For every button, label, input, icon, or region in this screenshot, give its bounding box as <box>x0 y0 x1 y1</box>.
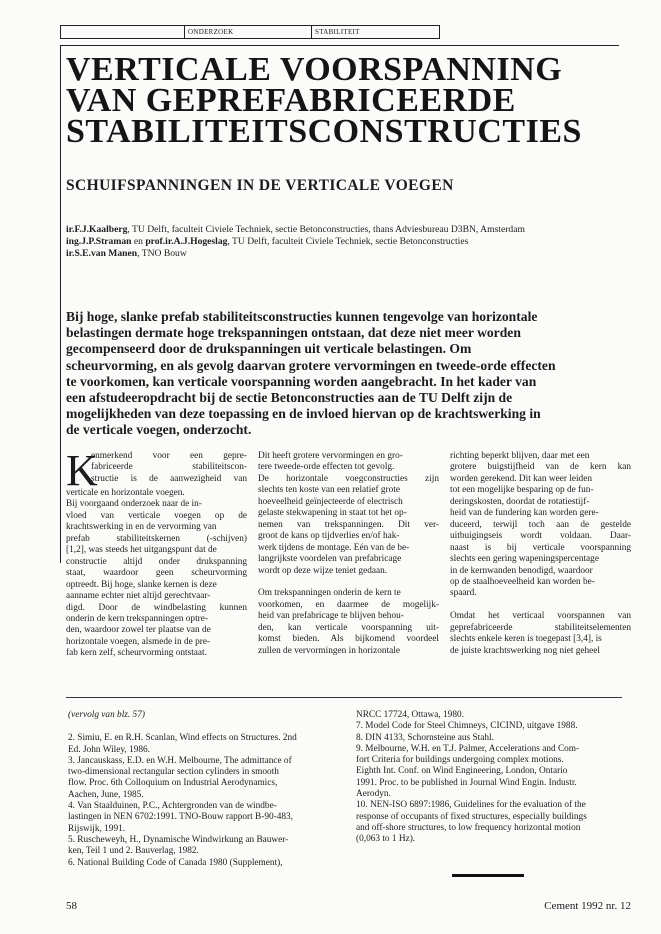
body-line: aanname echter niet altijd gerechtvaar- <box>66 591 211 602</box>
end-bar <box>452 874 524 877</box>
reference-line: 5. Ruscheweyh, H., Dynamische Windwirkung an Bauwer- <box>68 834 289 845</box>
reference-line: (0,063 to 1 Hz). <box>356 834 416 845</box>
reference-line: Eighth Int. Conf. on Wind Engineering, London, Ontario <box>356 766 568 777</box>
reference-line: ken, Teil 1 und 2. Bauverlag, 1982. <box>68 846 199 857</box>
body-line: wordt op deze wijze teniet gedaan. <box>258 565 388 576</box>
body-line: deringskosten, doordat de rotatiestijf- <box>450 496 590 507</box>
body-line: naast is bij verticale voorspanning <box>450 542 631 553</box>
reference-line: 3. Jancauskass, E.D. en W.H. Melbourne, The admittance of <box>68 755 292 766</box>
references-right <box>356 710 622 846</box>
author-affiliation: , TU Delft, faculteit Civiele Techniek, sectie Betonconstructies <box>227 236 469 247</box>
title-line: VERTICALE VOORSPANNING <box>66 51 563 88</box>
lead-line: gecompenseerd door de drukspanningen uit verticale belastingen. Om <box>66 341 472 357</box>
reference-line: 10. NEN-ISO 6897:1986, Guidelines for the evaluation of the <box>356 800 586 811</box>
lead-line: mogelijkheden van deze toepassing en de invloed hiervan op de krachtswerking in <box>66 406 541 422</box>
body-line: voorkomen, en daarmee de mogelijk- <box>258 599 439 610</box>
author-line <box>66 224 622 236</box>
lead-line: de verticale voegen, onderzocht. <box>66 422 252 438</box>
reference-line: lastingen in NEN 6702:1991. TNO-Bouw rapport B-90-483, <box>68 812 293 823</box>
title-line: VAN GEPREFABRICEERDE <box>66 82 516 119</box>
body-line: enmerkend voor een gepre- <box>91 451 247 461</box>
body-line: gelaste stekwapening in staat tot het op- <box>258 508 407 519</box>
body-line: constructie altijd onder drukspanning <box>66 556 247 567</box>
body-line: geprefabriceerde stabiliteitselementen <box>450 622 631 633</box>
body-line: onderin de kern trekspanningen optre- <box>66 613 208 624</box>
reference-line: two-dimensional rectangular section cylinders in smooth <box>68 767 279 778</box>
body-line: horizontale voegen, alsmede in de pre- <box>66 636 211 647</box>
body-line: verticale en horizontale voegen. <box>66 488 185 498</box>
body-column-2 <box>258 451 439 657</box>
body-line: hoeveelheid geïnjecteerde of electrisch <box>258 496 403 507</box>
author-line <box>66 248 622 260</box>
body-line: Bij voorgaand onderzoek naar de in- <box>66 499 202 510</box>
body-line: slechts enkele keren is toegepast [3,4], is <box>450 634 602 645</box>
author-affiliation: , TU Delft, faculteit Civiele Techniek, sectie Betonconstructies, thans Adviesbureau D3BN, Amsterdam <box>127 224 525 235</box>
body-line: duceerd, terwijl toch aan de gestelde <box>450 519 631 530</box>
body-line: den, kan verticale voorspanning uit- <box>258 622 439 633</box>
lead-line: Bij hoge, slanke prefab stabiliteitsconstructies kunnen tengevolge van horizontale <box>66 309 538 324</box>
body-line: komst bieden. Als bijkomend voordeel <box>258 634 439 645</box>
lead-line: belastingen dermate hoge trekspanningen ontstaan, dat deze niet meer worden <box>66 325 521 341</box>
reference-line: 6. National Building Code of Canada 1980 (Supplement), <box>68 857 283 868</box>
reference-line: Ed. John Wiley, 1986. <box>68 744 151 755</box>
references-left <box>68 710 338 869</box>
section-header-bar <box>60 25 440 39</box>
reference-line: 2. Simiu, E. en R.H. Scanlan, Wind effects on Structures. 2nd <box>68 733 297 744</box>
reference-gap <box>68 721 338 733</box>
body-line: spaard. <box>450 588 477 599</box>
reference-line: response of occupants of fixed structures, especially buildings <box>356 811 587 822</box>
body-line: de juiste krachtswerking nog niet geheel <box>450 645 600 656</box>
body-line: slechts ten koste van een relatief grote <box>258 485 400 496</box>
reference-line: 1991. Proc. to be published in Journal Wind Engin. Industr. <box>356 777 577 788</box>
lead-paragraph <box>66 309 622 439</box>
header-tab-onderzoek: ONDERZOEK <box>184 26 311 38</box>
body-line: tere tweede-orde effecten tot gevolg. <box>258 462 395 473</box>
body-line: tot een mogelijke besparing op de fun- <box>450 485 594 496</box>
body-line: optreedt. Bij hoge, slanke kernen is deze <box>66 579 217 590</box>
body-line: den, waardoor zowel ter plaatse van de <box>66 625 211 636</box>
author-name: ir.F.J.Kaalberg <box>66 224 128 235</box>
body-line: in de kernwanden benodigd, waardoor <box>450 565 593 576</box>
body-column-1 <box>66 446 247 660</box>
body-line: digd. Door de windbelasting kunnen <box>66 602 247 613</box>
reference-line: 4. Van Staalduinen, P.C., Achtergronden van de windbe- <box>68 801 277 812</box>
reference-line: Rijswijk, 1991. <box>68 823 126 834</box>
body-line: langrijkste voordelen van prefabricage <box>258 554 402 565</box>
paragraph-gap <box>258 577 439 588</box>
reference-line: 7. Model Code for Steel Chimneys, CICIND, uitgave 1988. <box>356 721 578 732</box>
reference-line: NRCC 17724, Ottawa, 1980. <box>356 710 464 720</box>
body-line: grotere buigstijfheid van de kern kan <box>450 462 631 473</box>
author-conjunction: en <box>131 236 146 247</box>
body-line: prefab stabiliteitskernen (-schijven) <box>66 533 247 544</box>
reference-line: Aerodyn. <box>356 789 391 800</box>
header-tab-stabiliteit: STABILITEIT <box>311 26 439 38</box>
reference-line: fort Criteria for buildings undergoing complex motions. <box>356 755 564 766</box>
reference-line: 9. Melbourne, W.H. en T.J. Palmer, Accelerations and Com- <box>356 743 580 754</box>
body-line: krachtswerking in en de vervorming van <box>66 522 217 533</box>
body-line: Omdat het verticaal voorspannen van <box>450 611 631 622</box>
lead-line: scheurvorming, en als gevolg daarvan grotere vervormingen en tweede-orde effecten <box>66 357 556 373</box>
lead-line: een afstudeeropdracht bij de sectie Betonconstructies aan de TU Delft zijn de <box>66 390 513 406</box>
article-title <box>66 51 616 150</box>
reference-divider <box>66 697 622 698</box>
body-line: groot de kans op tijdverlies en/of hak- <box>258 531 400 542</box>
body-line: De horizontale voegconstructies zijn <box>258 473 439 484</box>
body-line: worden gerekend. Dit kan weer leiden <box>450 473 592 484</box>
author-block <box>66 224 622 260</box>
reference-line: 8. DIN 4133, Schornsteine aus Stahl. <box>356 732 494 743</box>
body-line: slechts een gering wapeningspercentage <box>450 554 599 565</box>
body-column-3 <box>450 451 631 657</box>
body-line: fabriceerde stabiliteitscon- <box>91 462 247 473</box>
drop-cap: K <box>66 446 98 495</box>
title-line: STABILITEITSCONSTRUCTIES <box>66 113 582 150</box>
page-number: 58 <box>66 900 77 912</box>
header-tab-blank <box>61 26 184 38</box>
body-line: zullen de vervormingen in horizontale <box>258 645 400 656</box>
body-line: staat, waardoor geen scheurvorming <box>66 568 247 579</box>
reference-line: and off-shore structures, to low frequency horizontal motion <box>356 822 581 833</box>
body-line: vloed van verticale voegen op de <box>66 510 247 521</box>
author-name: ing.J.P.Straman <box>66 236 132 247</box>
reference-line: Aachen, June, 1985. <box>68 789 144 800</box>
body-line: Dit heeft grotere vervormingen en gro- <box>258 451 403 461</box>
lead-line: te voorkomen, kan verticale voorspanning worden aangebracht. In het kader van <box>66 373 537 389</box>
body-line: nemen van trekspanningen. Dit ver- <box>258 519 439 530</box>
author-name: prof.ir.A.J.Hogeslag <box>145 236 228 247</box>
body-line: richting beperkt blijven, daar met een <box>450 451 590 461</box>
article-subtitle: SCHUIFSPANNINGEN IN DE VERTICALE VOEGEN <box>66 177 454 194</box>
body-line: fab kern zelf, scheurvorming ontstaat. <box>66 648 207 659</box>
author-name: ir.S.E.van Manen <box>66 248 138 259</box>
journal-issue: Cement 1992 nr. 12 <box>544 900 631 912</box>
body-line: structie is de aanwezigheid van <box>91 473 247 484</box>
body-line: werk tijdens de montage. Eén van de be- <box>258 542 410 553</box>
continued-note: (vervolg van blz. 57) <box>68 710 145 720</box>
author-affiliation: , TNO Bouw <box>137 248 187 259</box>
body-line: Om trekspanningen onderin de kern te <box>258 588 401 599</box>
body-line: heid van prefabricage te blijven behou- <box>258 611 404 622</box>
author-line <box>66 236 622 248</box>
body-line: heid van de fundering kan worden gere- <box>450 508 599 519</box>
body-line: op de staalhoeveelheid kan worden be- <box>450 576 595 587</box>
paragraph-gap <box>450 600 631 611</box>
body-line: uitbuigingseis wordt voldaan. Daar- <box>450 531 631 542</box>
reference-line: flow. Proc. 6th Colloquium on Industrial Aerodynamics, <box>68 778 278 789</box>
body-line: [1,2], was steeds het uitgangspunt dat de <box>66 545 217 556</box>
